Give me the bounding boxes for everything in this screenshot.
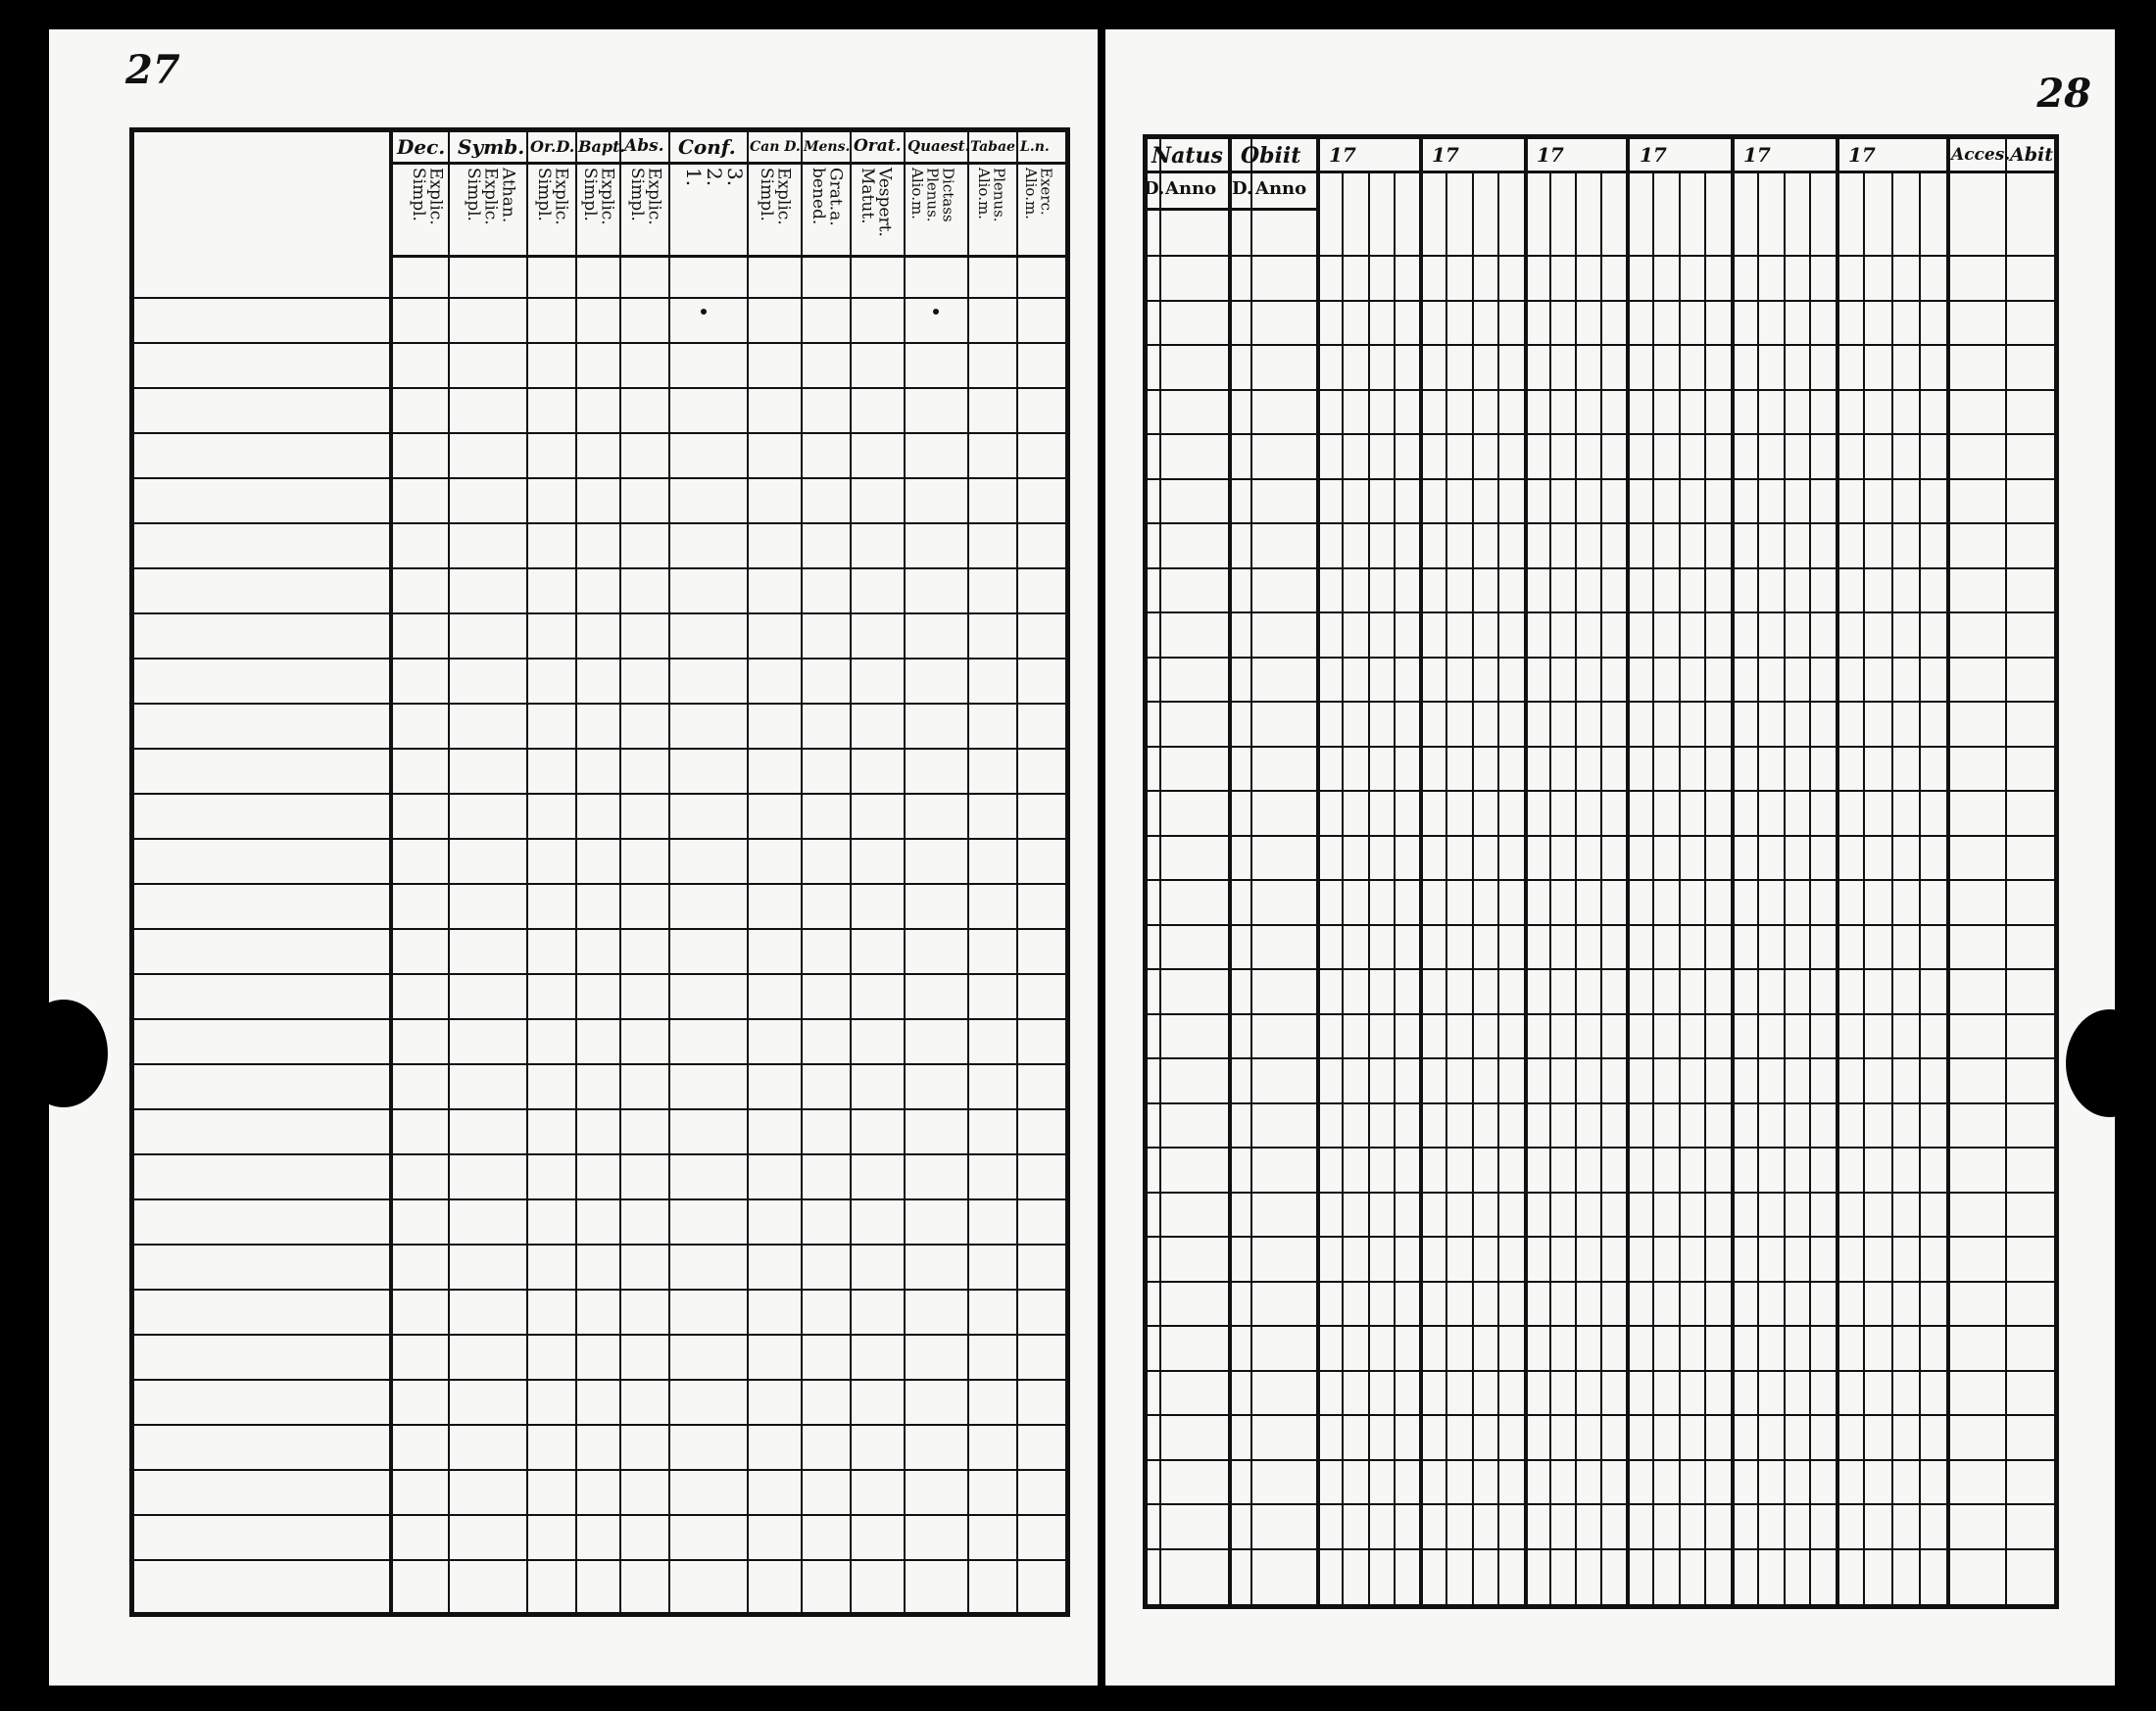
right-page (1105, 29, 2115, 1686)
subheader-orat: Vespert. Matut. (857, 168, 895, 237)
ruled-line (1148, 1503, 2054, 1505)
ruled-line (134, 973, 1065, 975)
ruled-line (1148, 1192, 2054, 1194)
sub-column-line (1600, 171, 1602, 1604)
sub-column-line (1863, 171, 1865, 1604)
subheader-obiit-day: D. (1232, 178, 1253, 199)
sub-column-line (1784, 171, 1786, 1604)
header-symb: Symb. (458, 135, 525, 159)
ruled-line (134, 1514, 1065, 1516)
page-notch (49, 1000, 108, 1107)
ruled-line (1148, 879, 2054, 881)
ruled-line (1148, 344, 2054, 346)
header-year-5: 17 (1743, 143, 1771, 167)
sub-column-line (1919, 171, 1921, 1604)
ruled-line (134, 1289, 1065, 1291)
page-notch (2066, 1009, 2115, 1117)
ruled-line (134, 1424, 1065, 1426)
ruled-line (134, 432, 1065, 434)
ruled-line (134, 838, 1065, 840)
header-year-1: 17 (1329, 143, 1356, 167)
sub-column-line (1704, 171, 1706, 1604)
sub-column-line (1809, 171, 1811, 1604)
subheader-conf: 3. 2. 1. (682, 168, 747, 187)
book-binding (1098, 0, 1105, 1711)
ruled-line (1148, 1281, 2054, 1283)
ruled-line (134, 1063, 1065, 1065)
ruled-line (134, 1379, 1065, 1381)
subheader-ord: Explic. Simpl. (533, 168, 571, 225)
sub-column-line (1472, 171, 1474, 1604)
left-register-table (129, 127, 1070, 1617)
ruled-line (1148, 701, 2054, 703)
ruled-line (134, 928, 1065, 930)
page-number-right: 28 (2036, 71, 2091, 117)
subheader-tabae: Plenus. Alio.m. (974, 168, 1008, 222)
ruled-line (134, 387, 1065, 389)
ruled-line (1148, 1013, 2054, 1015)
ruled-line (1148, 433, 2054, 435)
ruled-line (134, 658, 1065, 660)
sub-column-line (1446, 171, 1447, 1604)
ruled-line (1148, 1325, 2054, 1327)
header-ln: L.n. (1020, 139, 1050, 155)
header-natus: Natus (1152, 143, 1223, 169)
subheader-ln: Exerc. Alio.m. (1021, 168, 1055, 220)
subheader-quaest: Dictass Plenus. Alio.m. (907, 168, 957, 222)
sub-column-line (1497, 171, 1499, 1604)
ruled-line (1148, 255, 2054, 257)
ruled-line (1148, 968, 2054, 970)
header-dec: Dec. (397, 135, 446, 159)
ruled-line (134, 1198, 1065, 1200)
ruled-line (134, 1153, 1065, 1155)
right-register-table (1143, 134, 2059, 1609)
ruled-line (134, 342, 1065, 344)
header-tabae: Tabae (970, 139, 1015, 155)
ruled-line (134, 793, 1065, 795)
ruled-line (1148, 1236, 2054, 1238)
header-ord: Or.D. (530, 137, 575, 156)
ruled-line (134, 748, 1065, 750)
left-page (49, 29, 1098, 1686)
sub-column-line (1891, 171, 1893, 1604)
subheader-obiit-year: Anno (1255, 178, 1307, 199)
ruled-line (134, 883, 1065, 885)
header-obiit: Obiit (1241, 143, 1301, 169)
ruled-line (1148, 790, 2054, 792)
subheader-cand: Explic. Simpl. (756, 168, 794, 225)
header-quaest: Quaest. (907, 137, 970, 155)
subheader-mens: Grat.a. bened. (808, 168, 846, 226)
ruled-line (1148, 1370, 2054, 1372)
header-abit: Abit. (2010, 144, 2060, 166)
header-bapt: Bapt. (578, 137, 626, 156)
subheader-symb: Athan. Explic. Simpl. (463, 168, 518, 225)
header-cand: Can D. (750, 139, 801, 155)
ruled-line (1148, 1459, 2054, 1461)
ruled-line (134, 1018, 1065, 1020)
header-year-4: 17 (1640, 143, 1667, 167)
sub-column-line (1575, 171, 1577, 1604)
header-abs: Abs. (624, 136, 664, 156)
sub-column-line (1757, 171, 1759, 1604)
sub-column-line (1549, 171, 1551, 1604)
ruled-line (1148, 1414, 2054, 1416)
ruled-line (134, 612, 1065, 614)
header-conf: Conf. (678, 135, 736, 159)
ruled-line (1148, 389, 2054, 391)
ruled-line (134, 703, 1065, 705)
ruled-line (134, 522, 1065, 524)
ruled-line (1148, 567, 2054, 569)
ruled-line (1148, 1147, 2054, 1149)
ruled-line (134, 1559, 1065, 1561)
header-orat: Orat. (854, 136, 902, 156)
subheader-dec: Explic. Simpl. (408, 168, 446, 225)
ink-dot (701, 309, 707, 315)
header-year-2: 17 (1432, 143, 1459, 167)
subheader-abs: Explic. Simpl. (626, 168, 664, 225)
ruled-line (1148, 522, 2054, 524)
subheader-bapt: Explic. Simpl. (579, 168, 617, 225)
ruled-line (1148, 924, 2054, 926)
ruled-line (1148, 657, 2054, 659)
sub-column-line (1342, 171, 1344, 1604)
sub-column-line (1652, 171, 1654, 1604)
sub-column-line (1679, 171, 1681, 1604)
header-acces: Acces. (1951, 145, 2011, 165)
sub-column-line (1394, 171, 1396, 1604)
subheader-natus-year: Anno (1165, 178, 1217, 199)
ruled-line (1148, 1102, 2054, 1104)
ruled-line (1148, 300, 2054, 302)
ruled-line (134, 1108, 1065, 1110)
ruled-line (134, 477, 1065, 479)
ruled-line (1148, 746, 2054, 748)
header-mens: Mens. (804, 139, 851, 155)
subheader-natus-day: D. (1144, 178, 1165, 199)
ruled-line (1148, 1057, 2054, 1059)
ruled-line (134, 1244, 1065, 1246)
ruled-line (1148, 835, 2054, 837)
ruled-line (1148, 478, 2054, 480)
page-number-left: 27 (125, 47, 180, 93)
header-year-6: 17 (1848, 143, 1876, 167)
header-year-3: 17 (1537, 143, 1564, 167)
ink-dot (933, 309, 939, 315)
sub-column-line (1368, 171, 1370, 1604)
ruled-line (134, 1334, 1065, 1336)
ruled-line (134, 297, 1065, 299)
ruled-line (1148, 1548, 2054, 1550)
ruled-line (1148, 611, 2054, 613)
ruled-line (134, 567, 1065, 569)
ruled-line (134, 1469, 1065, 1471)
